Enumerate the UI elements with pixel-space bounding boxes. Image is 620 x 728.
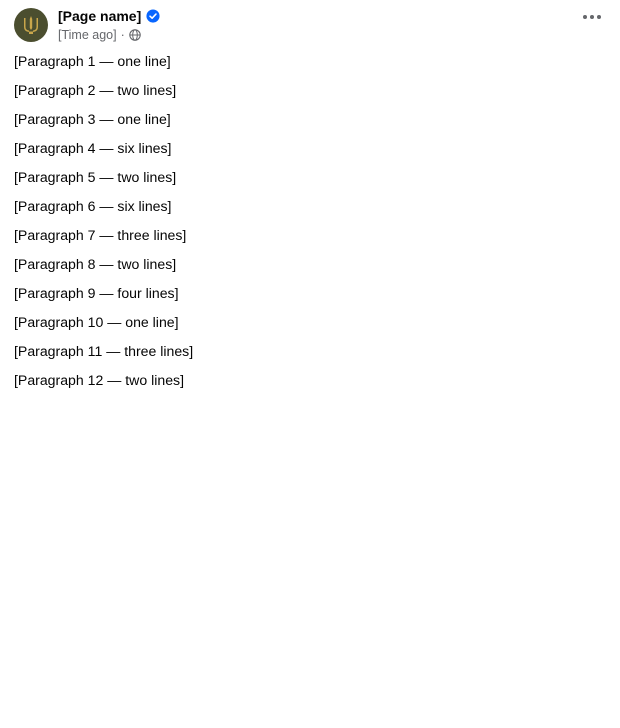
more-horizontal-icon <box>582 14 602 20</box>
trident-emblem-icon <box>22 15 40 35</box>
meta-separator: · <box>120 27 125 42</box>
verified-badge-icon <box>146 9 160 23</box>
page-name-link[interactable]: [Page name] <box>58 8 142 24</box>
post-paragraph: [Paragraph 2 — two lines] <box>14 81 177 98</box>
post-paragraph: [Paragraph 10 — one line] <box>14 313 179 330</box>
post-meta <box>58 26 578 43</box>
page-avatar[interactable] <box>14 8 48 42</box>
post-header <box>14 6 606 58</box>
post-paragraph: [Paragraph 7 — three lines] <box>14 226 187 243</box>
more-options-button[interactable] <box>578 6 606 28</box>
post-paragraph: [Paragraph 12 — two lines] <box>14 371 184 388</box>
post-timestamp[interactable]: [Time ago] <box>58 27 117 42</box>
post-paragraph: [Paragraph 11 — three lines] <box>14 342 194 359</box>
post-paragraph: [Paragraph 5 — two lines] <box>14 168 177 185</box>
post-paragraph: [Paragraph 3 — one line] <box>14 110 171 127</box>
post-paragraph: [Paragraph 6 — six lines] <box>14 197 172 214</box>
post-paragraph: [Paragraph 1 — one line] <box>14 53 171 69</box>
page-name-row <box>58 6 578 26</box>
post-paragraph: [Paragraph 8 — two lines] <box>14 255 177 272</box>
globe-icon <box>129 29 141 41</box>
post-header-text <box>58 6 578 43</box>
post-body <box>14 52 606 389</box>
post-paragraph: [Paragraph 9 — four lines] <box>14 284 179 301</box>
post-paragraph: [Paragraph 4 — six lines] <box>14 139 172 156</box>
